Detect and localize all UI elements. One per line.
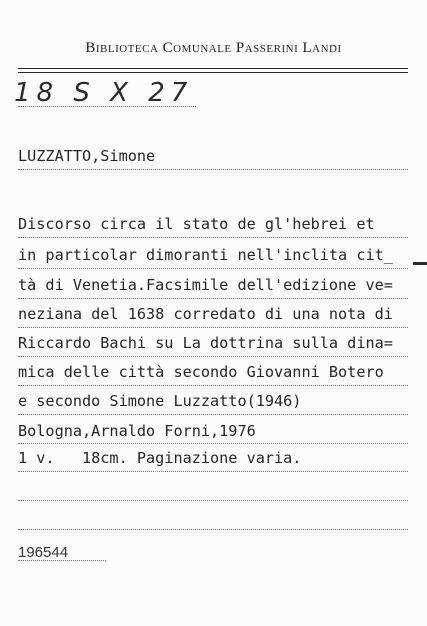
physical-description: 1 v. 18cm. Paginazione varia.: [18, 449, 302, 467]
rule-line: [18, 298, 408, 299]
rule-line: [18, 327, 408, 328]
author-underline: [18, 169, 408, 170]
inventory-number: 196544: [18, 544, 69, 561]
title-line-4: neziana del 1638 corredato di una nota di: [18, 305, 393, 323]
rule-line: [18, 356, 408, 357]
rule-line: [18, 471, 408, 472]
title-line-6: mica delle città secondo Giovanni Botero: [18, 363, 384, 381]
title-line-1: Discorso circa il stato de gl'hebrei et: [18, 215, 375, 233]
inventory-underline: [18, 560, 106, 561]
shelfmark-underline: [18, 106, 196, 107]
imprint-line: Bologna,Arnaldo Forni,1976: [18, 422, 256, 440]
rule-line: [18, 237, 408, 238]
header-rule-bottom: [18, 72, 408, 73]
rule-line: [18, 529, 408, 530]
library-header: Biblioteca Comunale Passerini Landi: [85, 40, 342, 56]
author-heading: LUZZATTO,Simone: [18, 147, 156, 165]
shelfmark: 18 S X 27: [14, 78, 194, 108]
header-rule-top: [18, 68, 408, 69]
rule-line: [18, 385, 408, 386]
title-line-3: tà di Venetia.Facsimile dell'edizione ve=: [18, 276, 393, 294]
edge-tab-mark: [413, 262, 427, 265]
rule-line: [18, 268, 408, 269]
rule-line: [18, 414, 408, 415]
title-line-5: Riccardo Bachi su La dottrina sulla dina=: [18, 334, 393, 352]
rule-line: [18, 443, 408, 444]
title-line-2: in particolar dimoranti nell'inclita cit_: [18, 246, 393, 264]
rule-line: [18, 500, 408, 501]
title-line-7: e secondo Simone Luzzatto(1946): [18, 392, 302, 410]
